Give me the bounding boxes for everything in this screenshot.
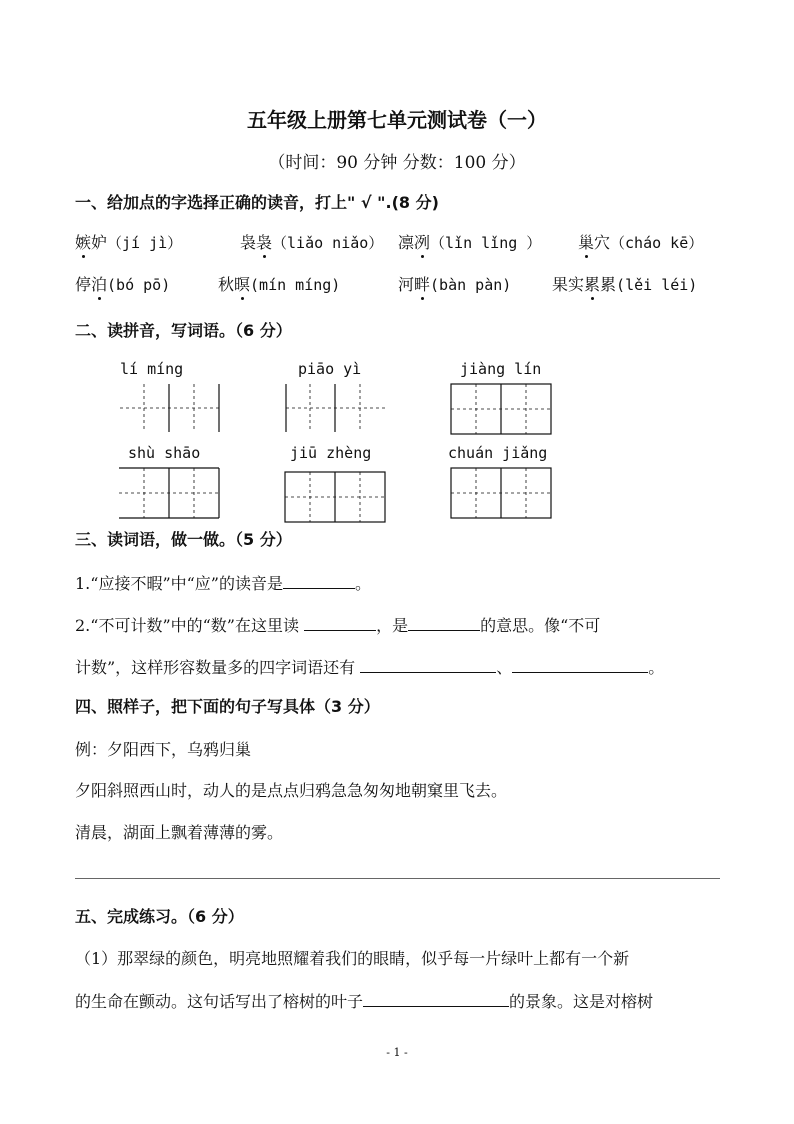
pinyin-options: （lǐn lǐng ） <box>430 234 542 252</box>
answer-blank[interactable] <box>363 988 509 1007</box>
question-text: 的生命在颤动。这句话写出了榕树的叶子 <box>75 992 364 1011</box>
task-sentence: 清晨，湖面上飘着薄薄的雾。 <box>75 823 284 842</box>
section-2-heading: 二、读拼音，写词语。（6 分） <box>75 321 292 340</box>
word-part: 妒 <box>91 233 108 252</box>
question-text: 的意思。像“不可 <box>480 616 601 635</box>
passage-line: （1）那翠绿的颜色，明亮地照耀着我们的眼睛，似乎每一片绿叶上都有一个新 <box>75 949 630 968</box>
word-part: 穴 <box>594 233 611 252</box>
dotted-char: 畔 <box>414 272 430 295</box>
dotted-char: 泊 <box>91 272 107 295</box>
question-text: ，是 <box>376 616 409 635</box>
answer-blank[interactable] <box>512 654 648 673</box>
dotted-char: 袅 <box>256 230 272 253</box>
word-part: 河 <box>398 275 415 294</box>
word-part: 停 <box>75 275 92 294</box>
pinyin-choice-item[interactable] <box>75 272 170 295</box>
writing-grid[interactable] <box>118 382 222 434</box>
writing-grid[interactable] <box>450 382 554 438</box>
pinyin-options: (mín míng) <box>250 276 341 294</box>
section-5-heading: 五、完成练习。（6 分） <box>75 907 244 926</box>
section-3-heading: 三、读词语，做一做。（5 分） <box>75 530 292 549</box>
question-text: 2.“不可计数”中的“数”在这里读 <box>75 616 299 635</box>
word-part: 袅 <box>240 233 257 252</box>
answer-blank[interactable] <box>408 612 480 631</box>
exam-info: （时间：90 分钟 分数：100 分） <box>268 153 526 173</box>
question-1 <box>75 570 371 594</box>
question-text: 1.“应接不暇”中“应”的读音是 <box>75 574 283 593</box>
pinyin-choice-item[interactable] <box>578 230 703 253</box>
question-text: 。 <box>355 574 372 593</box>
word-part: 凛 <box>398 233 415 252</box>
pinyin-prompt: jiàng lín <box>460 360 542 378</box>
dotted-char: 冽 <box>414 230 430 253</box>
writing-grid[interactable] <box>118 466 222 522</box>
answer-line[interactable] <box>75 878 720 879</box>
pinyin-choice-item[interactable] <box>398 230 541 253</box>
answer-blank[interactable] <box>304 612 376 631</box>
pinyin-choice-item[interactable] <box>552 272 697 295</box>
pinyin-prompt: lí míng <box>120 360 184 378</box>
pinyin-options: (bó pō) <box>107 276 171 294</box>
pinyin-prompt: shù shāo <box>128 444 201 462</box>
pinyin-prompt: jiū zhèng <box>290 444 372 462</box>
pinyin-prompt: chuán jiǎng <box>448 444 548 462</box>
writing-grid[interactable] <box>450 466 554 522</box>
pinyin-choice-item[interactable] <box>218 272 340 295</box>
example-label: 例：夕阳西下，乌鸦归巢 <box>75 740 252 759</box>
dotted-char: 累 <box>584 272 600 295</box>
question-text: 、 <box>496 658 513 677</box>
pinyin-options: （jí jì） <box>107 234 183 252</box>
section-1-heading: 一、给加点的字选择正确的读音，打上" √ ".(8 分) <box>75 193 439 212</box>
section-4-heading: 四、照样子，把下面的句子写具体（3 分） <box>75 697 380 716</box>
pinyin-options: (bàn pàn) <box>430 276 512 294</box>
pinyin-prompt: piāo yì <box>298 360 362 378</box>
word-part: 秋 <box>218 275 235 294</box>
pinyin-choice-item[interactable] <box>75 230 182 253</box>
passage-line <box>75 988 653 1012</box>
writing-grid[interactable] <box>284 466 388 524</box>
question-text: 计数”，这样形容数量多的四字词语还有 <box>75 658 356 677</box>
dotted-char: 暝 <box>234 272 250 295</box>
example-text: 夕阳斜照西山时，动人的是点点归鸦急急匆匆地朝窠里飞去。 <box>75 781 508 800</box>
pinyin-choice-item[interactable] <box>240 230 383 253</box>
word-part: 果实 <box>552 275 585 294</box>
word-part: 累 <box>600 275 617 294</box>
answer-blank[interactable] <box>360 654 496 673</box>
answer-blank[interactable] <box>283 570 355 589</box>
pinyin-options: （cháo kē） <box>610 234 704 252</box>
dotted-char: 嫉 <box>75 230 91 253</box>
writing-grid[interactable] <box>284 382 388 434</box>
question-2-cont <box>75 654 664 678</box>
page-number: - 1 - <box>386 1046 408 1059</box>
pinyin-choice-item[interactable] <box>398 272 511 295</box>
question-2 <box>75 612 600 636</box>
pinyin-options: （liǎo niǎo） <box>272 234 384 252</box>
question-text: 。 <box>648 658 665 677</box>
page-title: 五年级上册第七单元测试卷（一） <box>247 108 547 132</box>
question-text: 的景象。这是对榕树 <box>509 992 654 1011</box>
dotted-char: 巢 <box>578 230 594 253</box>
pinyin-options: (lěi léi) <box>616 276 698 294</box>
